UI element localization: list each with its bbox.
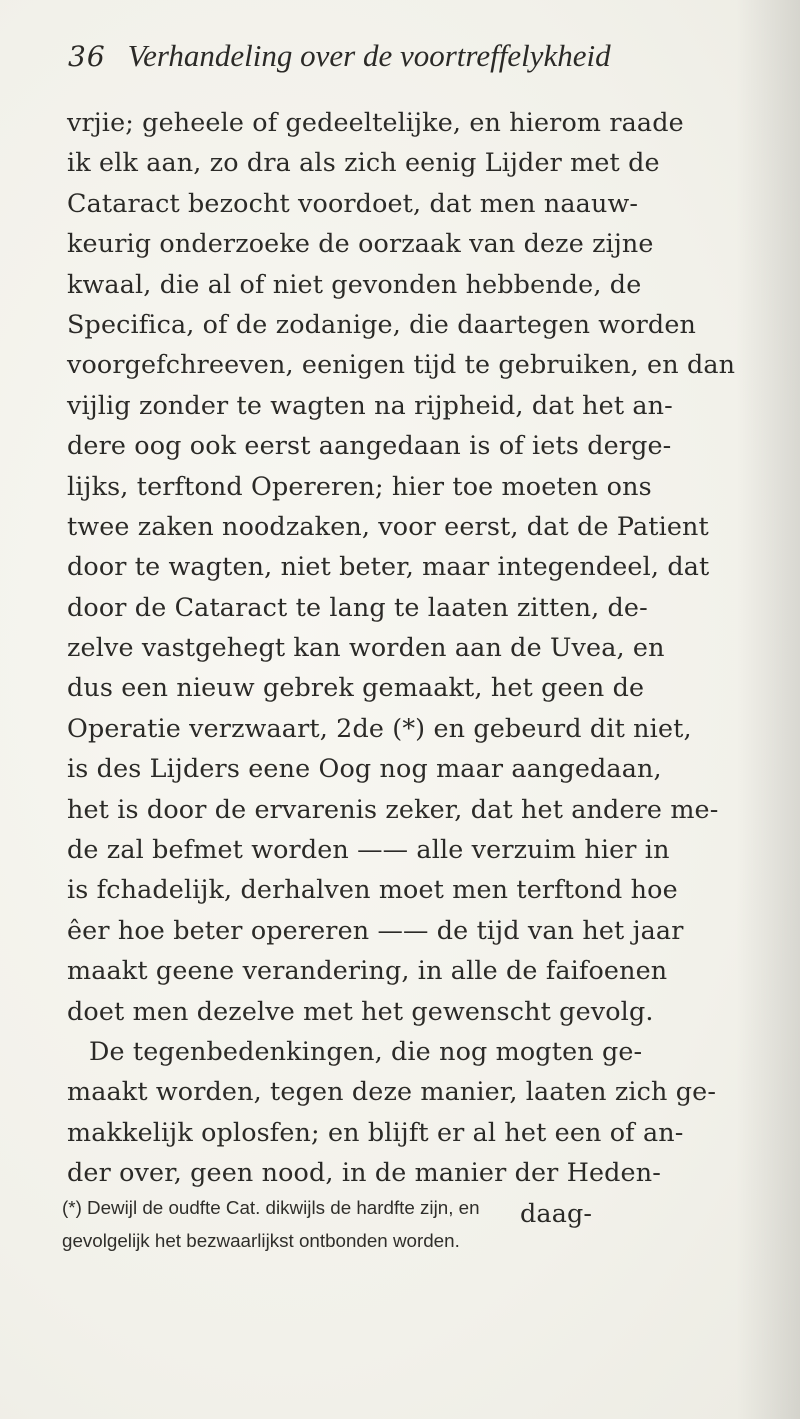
text-line: ik elk aan, zo dra als zich eenig Lijder met de bbox=[67, 147, 660, 178]
text-line: is fchadelijk, derhalven moet men terftond hoe bbox=[67, 874, 678, 905]
text-line: voorgefchreeven, eenigen tijd te gebruiken, en dan bbox=[67, 349, 736, 380]
text-line: keurig onderzoeke de oorzaak van deze zijne bbox=[67, 228, 654, 259]
running-head: Verhandeling over de voortreffelykheid bbox=[127, 38, 611, 73]
text-line: het is door de ervarenis zeker, dat het andere me- bbox=[67, 793, 719, 824]
text-line: zelve vastgehegt kan worden aan de Uvea, en bbox=[67, 632, 665, 663]
text-line: Cataract bezocht voordoet, dat men naauw- bbox=[67, 187, 639, 218]
text-line: der over, geen nood, in de manier der Heden- bbox=[67, 1157, 661, 1188]
text-line: de zal befmet worden —— alle verzuim hier in bbox=[67, 834, 670, 865]
text-line: dus een nieuw gebrek gemaakt, het geen de bbox=[67, 672, 645, 703]
text-line: door de Cataract te lang te laaten zitten, de- bbox=[67, 591, 648, 622]
page-number: 36 bbox=[68, 40, 106, 73]
catchword: daag- bbox=[520, 1197, 593, 1228]
text-line: twee zaken noodzaken, voor eerst, dat de Patient bbox=[67, 510, 709, 541]
text-line: dere oog ook eerst aangedaan is of iets derge- bbox=[67, 430, 672, 461]
text-line: êer hoe beter opereren —— de tijd van het jaar bbox=[67, 914, 684, 945]
text-line: Operatie verzwaart, 2de (*) en gebeurd dit niet, bbox=[67, 712, 692, 743]
text-line: doet men dezelve met het gewenscht gevolg. bbox=[67, 995, 654, 1026]
text-line: lijks, terftond Opereren; hier toe moeten ons bbox=[67, 470, 652, 501]
text-line: maakt geene verandering, in alle de faifoenen bbox=[67, 955, 668, 986]
text-line: vijlig zonder te wagten na rijpheid, dat het an- bbox=[67, 389, 673, 420]
body-text bbox=[67, 102, 736, 1233]
text-line: makkelijk oplosfen; en blijft er al het een of an- bbox=[67, 1116, 684, 1147]
text-line: kwaal, die al of niet gevonden hebbende, de bbox=[67, 268, 642, 299]
paragraph-start-line: De tegenbedenkingen, die nog mogten ge- bbox=[89, 1035, 643, 1066]
footnote-line-2: gevolgelijk het bezwaarlijkst ontbonden worden. bbox=[62, 1230, 460, 1251]
page-header bbox=[68, 38, 748, 88]
footnote bbox=[62, 1191, 742, 1257]
text-line: Specifica, of de zodanige, die daartegen worden bbox=[67, 308, 696, 339]
text-line: door te wagten, niet beter, maar integendeel, dat bbox=[67, 551, 710, 582]
text-line: vrjie; geheele of gedeeltelijke, en hierom raade bbox=[67, 107, 684, 137]
footnote-line-1: (*) Dewijl de oudfte Cat. dikwijls de hardfte zijn, en bbox=[62, 1197, 480, 1218]
text-line: maakt worden, tegen deze manier, laaten zich ge- bbox=[67, 1076, 717, 1107]
text-line: is des Lijders eene Oog nog maar aangedaan, bbox=[67, 753, 662, 784]
